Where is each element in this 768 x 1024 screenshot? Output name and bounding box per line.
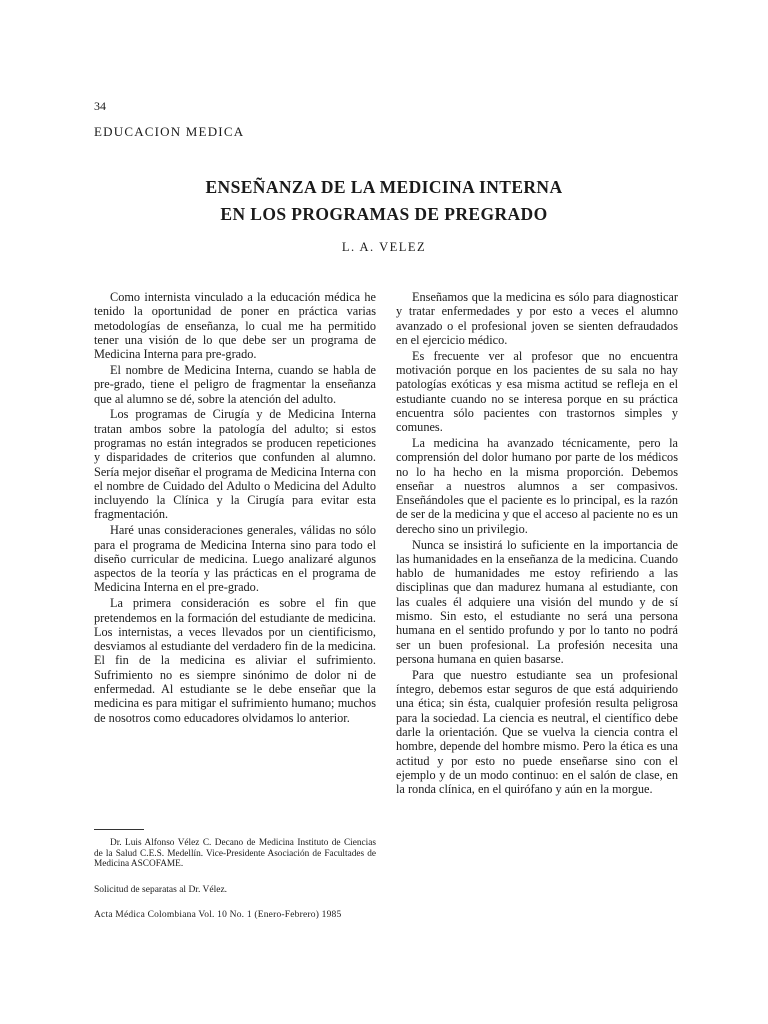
paragraph: Haré unas consideraciones generales, válidas no sólo para el programa de Medicina Interna sino para todo el diseño curricular de medicina. Luego analizaré algunos aspectos de la teoría y las prácticas en el programa de Medicina Interna en el pre-grado. bbox=[94, 523, 376, 595]
footnote-text: Dr. Luis Alfonso Vélez C. Decano de Medicina Instituto de Ciencias de la Salud C.E.S. Medellín. Vice-Presidente Asociación de Facultades de Medicina ASCOFAME. bbox=[94, 838, 376, 869]
paragraph: Para que nuestro estudiante sea un profesional íntegro, debemos estar seguros de que está adquiriendo una ética; sin ésta, cualquier profesión resulta peligrosa para la sociedad. La ciencia es neutral, el científico debe darle la orientación. Que se vuelva la ciencia contra el hombre, depende del hombre mismo. Pero la ética es una actitud y por esto no puede enseñarse sino con el ejemplo y de un modo continuo: en el salón de clase, en la ronda clínica, en el quirófano y aún en la morgue. bbox=[396, 667, 678, 797]
paragraph: El nombre de Medicina Interna, cuando se habla de pre-grado, tiene el peligro de fragmentar la enseñanza que al alumno se dé, sobre la atención del adulto. bbox=[94, 362, 376, 406]
journal-citation: Acta Médica Colombiana Vol. 10 No. 1 (Enero-Febrero) 1985 bbox=[94, 910, 342, 920]
right-column bbox=[396, 290, 678, 798]
footnote-affiliation bbox=[94, 838, 376, 870]
reprint-request: Solicitud de separatas al Dr. Vélez. bbox=[94, 885, 228, 895]
page-number: 34 bbox=[94, 99, 106, 113]
paragraph: Nunca se insistirá lo suficiente en la importancia de las humanidades en la enseñanza de la medicina. Cuando hablo de humanidades me estoy refiriendo a las disciplinas que dan madurez humana al estudiante, con las cuales él adquiere una visión del mundo y de sí mismo. Sin esto, el estudiante no será una persona humana en el sentido profundo y por lo tanto no podrá ser un buen profesional. La profesión necesita una persona humana en quien basarse. bbox=[396, 537, 678, 666]
title-line-2: EN LOS PROGRAMAS DE PREGRADO bbox=[220, 204, 548, 224]
title-line-1: ENSEÑANZA DE LA MEDICINA INTERNA bbox=[205, 177, 563, 197]
paragraph: La primera consideración es sobre el fin que pretendemos en la formación del estudiante de medicina. Los internistas, a veces llevados por un cientificismo, desviamos al estudiante del verdadero fin de la medicina. El fin de la medicina es aliviar el sufrimiento. Sufrimiento no es siempre sinónimo de dolor ni de enfermedad. Al estudiante se le debe enseñar que la medicina es para mitigar el sufrimiento humano; muchos de nosotros como educadores olvidamos lo anterior. bbox=[94, 596, 376, 725]
article-title bbox=[94, 174, 674, 228]
running-head: EDUCACION MEDICA bbox=[94, 124, 245, 139]
footnote-rule bbox=[94, 829, 144, 830]
paragraph: Enseñamos que la medicina es sólo para diagnosticar y tratar enfermedades y por esto a veces el alumno avanzado o el profesional joven se sienten defraudados en el ejercicio médico. bbox=[396, 290, 678, 347]
left-column bbox=[94, 290, 376, 726]
paragraph: Es frecuente ver al profesor que no encuentra motivación porque en los pacientes de su sala no hay patologías exóticas y esa misma actitud se refleja en el estudiante cuando no se interesa porque en su práctica encuentra sólo pacientes con trastornos simples y comunes. bbox=[396, 348, 678, 435]
paragraph: La medicina ha avanzado técnicamente, pero la comprensión del dolor humano por parte de los médicos no lo ha hecho en la misma proporción. Debemos enseñar a nuestros alumnos a ser compasivos. Enseñándoles que el paciente es lo principal, es la razón de ser de la medicina y que el acceso al paciente no es un derecho sino un privilegio. bbox=[396, 435, 678, 536]
paragraph: Los programas de Cirugía y de Medicina Interna tratan ambos sobre la patología del adulto; si estos programas no están integrados se producen repeticiones y disparidades de criterios que confunden al alumno. Sería mejor diseñar el programa de Medicina Interna con el nombre de Cuidado del Adulto o Medicina del Adulto incluyendo la Clínica y la Cirugía para evitar esta fragmentación. bbox=[94, 407, 376, 522]
author: L. A. VELEZ bbox=[341, 240, 427, 254]
paragraph: Como internista vinculado a la educación médica he tenido la oportunidad de poner en práctica varias metodologías de enseñanza, lo cual me ha permitido tener una visión de lo que debe ser un programa de Medicina Interna para pre-grado. bbox=[94, 290, 376, 362]
